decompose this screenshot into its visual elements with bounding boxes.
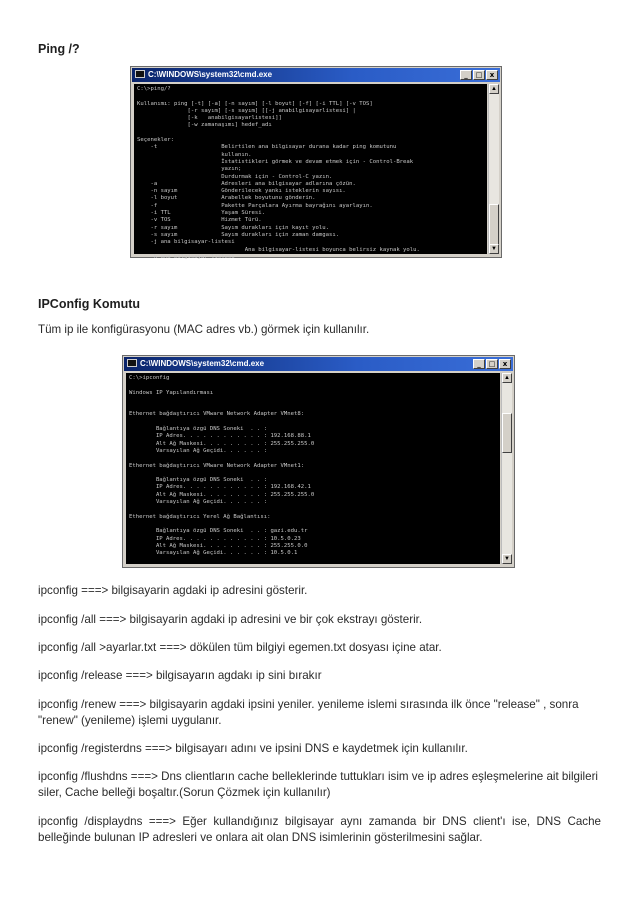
window-title: C:\WINDOWS\system32\cmd.exe (148, 70, 273, 79)
scroll-up-icon[interactable]: ▲ (502, 373, 512, 383)
console-output: C:\>ping/? Kullanımı: ping [-t] [-a] [-n sayım] [-l boyut] [-f] [-i TTL] [-v TOS] [-r sayım] [-s sayım] [[-j anabilgisayarlistesi] | [-k anabilgisayarlistesi]] [-w zamanaşımı] hedef_adı Seçenekler: -t Belirtilen ana bilgisayar durana kadar ping komutunu kullanın. İstatistikleri görmek ve devam etmek için - Control-Break yazın; Durdurmak için - Control-C yazın. -a Adresleri ana bilgisayar adlarına çözün. -n sayım Gönderilecek yankı isteklerin sayısı. -l boyut Arabellek boyutunu gönderin. -f Pakette Parçalara Ayırma bayrağını ayarlayın. -i TTL Yaşam Süresi. -v TOS Hizmet Türü. -r sayım Sayım durakları için kayıt yolu. -s sayım Sayım durakları için zaman damgası. -j ana bilgisayar-listesi Ana bilgisayar-listesi boyunca belirsiz kaynak yolu. -k ana bilgisayar-listesi (134, 84, 487, 254)
cmd-icon (127, 359, 137, 367)
command-description: ipconfig ===> bilgisayarin agdaki ip adresini gösterir. (38, 584, 308, 597)
window-title: C:\WINDOWS\system32\cmd.exe (140, 359, 265, 368)
vertical-scrollbar[interactable] (501, 373, 512, 564)
window-titlebar[interactable] (132, 68, 500, 82)
close-button[interactable]: x (486, 70, 498, 80)
window-titlebar[interactable] (124, 357, 513, 371)
command-description: ipconfig /registerdns ===> bilgisayarı adını ve ipsini DNS e kaydetmek için kullanılır. (38, 742, 468, 755)
scroll-thumb[interactable] (489, 204, 499, 249)
close-button[interactable]: x (499, 359, 511, 369)
command-description: ipconfig /displaydns ===> Eğer kullandığınız bilgisayar aynı zamanda bir DNS client'ı ise, DNS Cache belleğinde bulunan IP adresleri ve onlara ait olan DNS isimlerinin gösterilmesini sağlar. (38, 815, 601, 844)
scroll-down-icon[interactable]: ▼ (489, 244, 499, 254)
command-description: ipconfig /release ===> bilgisayarın agdakı ip sini bırakır (38, 669, 322, 682)
command-description: ipconfig /renew ===> bilgisayarin agdaki ipsini yeniler. yenileme islemi sırasında ilk önce "release" , sonra "renew" (yenileme) işlemi uygulanır. (38, 698, 579, 727)
scroll-down-icon[interactable]: ▼ (502, 554, 512, 564)
minimize-button[interactable]: _ (473, 359, 485, 369)
ping-heading: Ping /? (38, 42, 80, 56)
scroll-up-icon[interactable]: ▲ (489, 84, 499, 94)
vertical-scrollbar[interactable] (488, 84, 499, 254)
command-description: ipconfig /flushdns ===> Dns clientların cache belleklerinde tuttukları isim ve ip adres eşleşmelerine ait bilgileri siler, Cache belleği boşaltır.(Sorun Çözmek için kullanılır) (38, 770, 599, 799)
minimize-button[interactable]: _ (460, 70, 472, 80)
command-description: ipconfig /all >ayarlar.txt ===> dökülen tüm bilgiyi egemen.txt dosyası içine atar. (38, 641, 442, 654)
ipconfig-heading: IPConfig Komutu (38, 297, 141, 311)
scroll-thumb[interactable] (502, 413, 512, 453)
cmd-window-ping (130, 66, 502, 258)
cmd-icon (135, 70, 145, 78)
maximize-button[interactable]: □ (473, 70, 485, 80)
command-description: ipconfig /all ===> bilgisayarin agdaki ip adresini ve bir çok ekstrayı gösterir. (38, 613, 423, 626)
cmd-window-ipconfig (122, 355, 515, 568)
console-output: C:\>ipconfig Windows IP Yapılandırması Ethernet bağdaştırıcı VMware Network Adapter VMnet8: Bağlantıya özgü DNS Soneki . . : IP Adres. . . . . . . . . . . . : 192.168.88.1 Alt Ağ Maskesi. . . . . . . . . : 255.255.255.0 Varsayılan Ağ Geçidi. . . . . . : Ethernet bağdaştırıcı VMware Network Adapter VMnet1: Bağlantıya özgü DNS Soneki . . : IP Adres. . . . . . . . . . . . : 192.168.42.1 Alt Ağ Maskesi. . . . . . . . . : 255.255.255.0 Varsayılan Ağ Geçidi. . . . . . : Ethernet bağdaştırıcı Yerel Ağ Bağlantısı: Bağlantıya özgü DNS Soneki . . : gazi.edu.tr IP Adres. . . . . . . . . . . . : 10.5.0.23 Alt Ağ Maskesi. . . . . . . . . : 255.255.0.0 Varsayılan Ağ Geçidi. . . . . . : 10.5.0.1 (126, 373, 500, 564)
ipconfig-intro: Tüm ip ile konfigürasyonu (MAC adres vb.) görmek için kullanılır. (38, 323, 370, 336)
maximize-button[interactable]: □ (486, 359, 498, 369)
